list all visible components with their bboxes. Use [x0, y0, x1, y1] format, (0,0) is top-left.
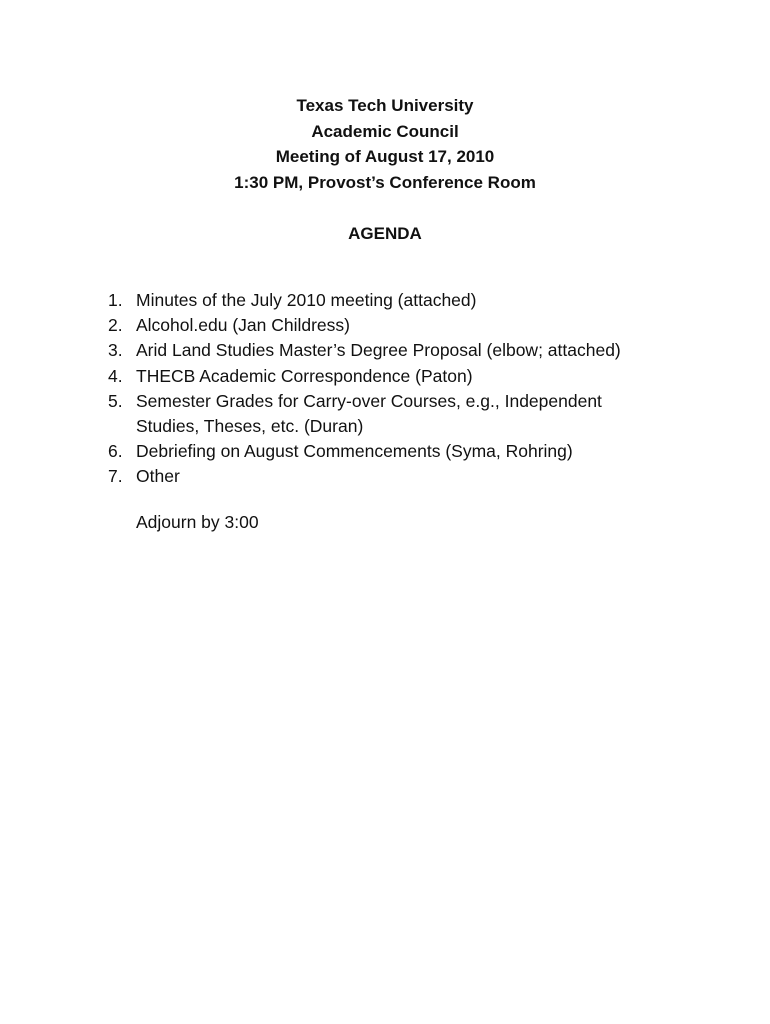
- agenda-item: [108, 288, 708, 313]
- meeting-time-location: 1:30 PM, Provost’s Conference Room: [234, 172, 536, 192]
- agenda-item-number: 7.: [108, 466, 123, 487]
- agenda-item-text: [136, 313, 708, 338]
- agenda-item-number: 1.: [108, 290, 123, 310]
- agenda-title: AGENDA: [348, 224, 422, 243]
- agenda-item-number: 6.: [108, 441, 123, 462]
- agenda-item-line: Other: [136, 466, 180, 487]
- agenda-item-text: [136, 439, 708, 464]
- agenda-item: [108, 338, 708, 363]
- adjourn-note: Adjourn by 3:00: [136, 512, 259, 532]
- council-name: Academic Council: [311, 121, 459, 141]
- agenda-item-number: 3.: [108, 340, 123, 361]
- agenda-item-line: Debriefing on August Commencements (Syma, Rohring): [136, 441, 573, 462]
- agenda-item-number: 5.: [108, 390, 123, 411]
- agenda-item-line: Alcohol.edu (Jan Childress): [136, 315, 350, 336]
- agenda-item-text: [136, 364, 708, 389]
- document-header: [0, 93, 770, 195]
- agenda-item-number: 4.: [108, 365, 123, 386]
- agenda-item-text: [136, 464, 708, 489]
- agenda-item-line: Semester Grades for Carry-over Courses, e.g., Independent: [136, 390, 602, 411]
- agenda-item-text: [136, 389, 708, 439]
- agenda-item-text: [136, 338, 708, 363]
- agenda-item: [108, 313, 708, 338]
- agenda-item: [108, 464, 708, 489]
- university-name: Texas Tech University: [296, 96, 474, 115]
- agenda-item-text: [136, 288, 708, 313]
- agenda-item-number: 2.: [108, 315, 123, 336]
- agenda-list: [108, 288, 708, 490]
- agenda-item-line: Arid Land Studies Master’s Degree Proposal (elbow; attached): [136, 340, 621, 361]
- agenda-item-line: THECB Academic Correspondence (Paton): [136, 365, 473, 386]
- agenda-item-line: Studies, Theses, etc. (Duran): [136, 416, 364, 437]
- agenda-item-line: Minutes of the July 2010 meeting (attached): [136, 290, 477, 310]
- agenda-item: [108, 439, 708, 464]
- agenda-item: [108, 364, 708, 389]
- meeting-date: Meeting of August 17, 2010: [275, 147, 495, 166]
- agenda-item: [108, 389, 708, 439]
